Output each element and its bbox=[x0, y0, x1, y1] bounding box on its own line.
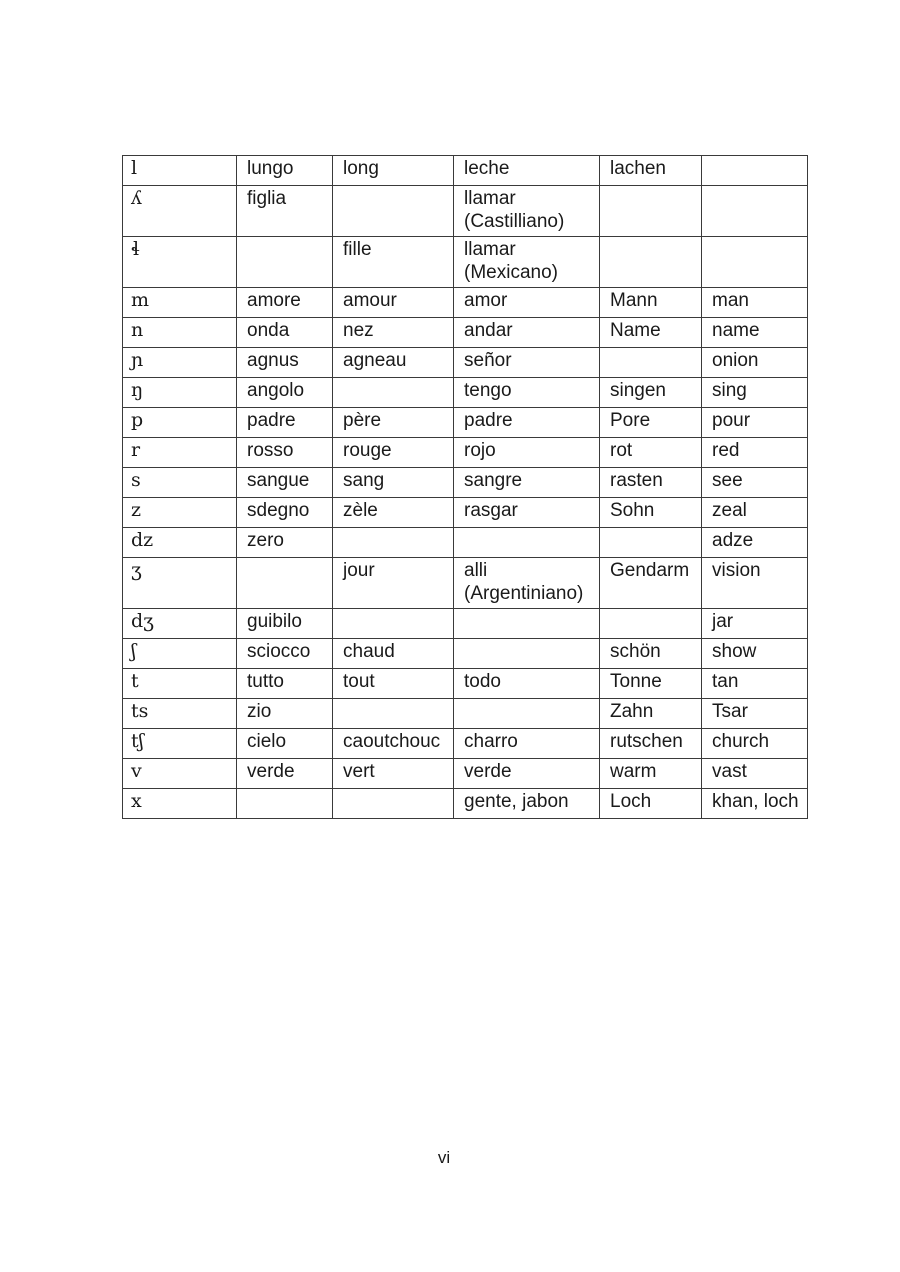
table-row bbox=[123, 378, 808, 408]
french-example-cell: amour bbox=[333, 288, 454, 318]
english-example-cell bbox=[702, 156, 808, 186]
german-example-cell: rot bbox=[600, 438, 702, 468]
french-example-cell: long bbox=[333, 156, 454, 186]
german-example-cell: Name bbox=[600, 318, 702, 348]
table-row bbox=[123, 639, 808, 669]
spanish-example-cell: gente, jabon bbox=[454, 789, 600, 819]
french-example-cell: chaud bbox=[333, 639, 454, 669]
table-row bbox=[123, 558, 808, 609]
german-example-cell bbox=[600, 237, 702, 288]
ipa-symbol-cell: ŋ bbox=[123, 378, 237, 408]
english-example-cell: man bbox=[702, 288, 808, 318]
spanish-example-cell: señor bbox=[454, 348, 600, 378]
german-example-cell: Sohn bbox=[600, 498, 702, 528]
french-example-cell: zèle bbox=[333, 498, 454, 528]
ipa-symbol-cell: ɲ bbox=[123, 348, 237, 378]
italian-example-cell: lungo bbox=[237, 156, 333, 186]
french-example-cell: nez bbox=[333, 318, 454, 348]
italian-example-cell: sdegno bbox=[237, 498, 333, 528]
french-example-cell: jour bbox=[333, 558, 454, 609]
german-example-cell: lachen bbox=[600, 156, 702, 186]
table-row bbox=[123, 288, 808, 318]
spanish-example-cell: llamar (Mexicano) bbox=[454, 237, 600, 288]
french-example-cell: fille bbox=[333, 237, 454, 288]
table-row bbox=[123, 468, 808, 498]
spanish-example-cell: andar bbox=[454, 318, 600, 348]
italian-example-cell: zio bbox=[237, 699, 333, 729]
table-row bbox=[123, 408, 808, 438]
french-example-cell bbox=[333, 609, 454, 639]
french-example-cell: vert bbox=[333, 759, 454, 789]
italian-example-cell: agnus bbox=[237, 348, 333, 378]
ipa-symbol-cell: ʒ bbox=[123, 558, 237, 609]
ipa-symbol-cell: ʎ bbox=[123, 186, 237, 237]
ipa-symbol-cell: dʒ bbox=[123, 609, 237, 639]
german-example-cell bbox=[600, 348, 702, 378]
italian-example-cell bbox=[237, 789, 333, 819]
spanish-example-cell: sangre bbox=[454, 468, 600, 498]
english-example-cell: red bbox=[702, 438, 808, 468]
german-example-cell: schön bbox=[600, 639, 702, 669]
spanish-example-cell: rojo bbox=[454, 438, 600, 468]
ipa-symbol-cell: ɬ bbox=[123, 237, 237, 288]
italian-example-cell: verde bbox=[237, 759, 333, 789]
ipa-symbol-cell: z bbox=[123, 498, 237, 528]
english-example-cell: vast bbox=[702, 759, 808, 789]
italian-example-cell: rosso bbox=[237, 438, 333, 468]
english-example-cell: adze bbox=[702, 528, 808, 558]
french-example-cell: caoutchouc bbox=[333, 729, 454, 759]
german-example-cell: warm bbox=[600, 759, 702, 789]
table-row bbox=[123, 498, 808, 528]
ipa-symbol-cell: ts bbox=[123, 699, 237, 729]
ipa-symbol-cell: t bbox=[123, 669, 237, 699]
spanish-example-cell: llamar (Castilliano) bbox=[454, 186, 600, 237]
french-example-cell bbox=[333, 186, 454, 237]
italian-example-cell: amore bbox=[237, 288, 333, 318]
table-row bbox=[123, 789, 808, 819]
ipa-symbol-cell: dz bbox=[123, 528, 237, 558]
german-example-cell: Pore bbox=[600, 408, 702, 438]
spanish-example-cell: amor bbox=[454, 288, 600, 318]
english-example-cell: tan bbox=[702, 669, 808, 699]
english-example-cell: Tsar bbox=[702, 699, 808, 729]
italian-example-cell: onda bbox=[237, 318, 333, 348]
german-example-cell bbox=[600, 528, 702, 558]
ipa-symbol-cell: ʃ bbox=[123, 639, 237, 669]
german-example-cell bbox=[600, 186, 702, 237]
spanish-example-cell: tengo bbox=[454, 378, 600, 408]
table-row bbox=[123, 729, 808, 759]
english-example-cell: vision bbox=[702, 558, 808, 609]
italian-example-cell: tutto bbox=[237, 669, 333, 699]
english-example-cell: name bbox=[702, 318, 808, 348]
spanish-example-cell bbox=[454, 699, 600, 729]
ipa-symbol-cell: n bbox=[123, 318, 237, 348]
german-example-cell: Mann bbox=[600, 288, 702, 318]
english-example-cell: show bbox=[702, 639, 808, 669]
english-example-cell: khan, loch bbox=[702, 789, 808, 819]
spanish-example-cell: padre bbox=[454, 408, 600, 438]
german-example-cell: rasten bbox=[600, 468, 702, 498]
french-example-cell: rouge bbox=[333, 438, 454, 468]
italian-example-cell: sciocco bbox=[237, 639, 333, 669]
italian-example-cell: angolo bbox=[237, 378, 333, 408]
english-example-cell: sing bbox=[702, 378, 808, 408]
table-row bbox=[123, 318, 808, 348]
french-example-cell: agneau bbox=[333, 348, 454, 378]
spanish-example-cell: alli (Argentiniano) bbox=[454, 558, 600, 609]
italian-example-cell bbox=[237, 558, 333, 609]
german-example-cell: rutschen bbox=[600, 729, 702, 759]
french-example-cell: père bbox=[333, 408, 454, 438]
french-example-cell bbox=[333, 699, 454, 729]
table-row bbox=[123, 156, 808, 186]
english-example-cell: jar bbox=[702, 609, 808, 639]
ipa-symbol-cell: m bbox=[123, 288, 237, 318]
german-example-cell: singen bbox=[600, 378, 702, 408]
table-row bbox=[123, 237, 808, 288]
table-row bbox=[123, 438, 808, 468]
english-example-cell: pour bbox=[702, 408, 808, 438]
table-row bbox=[123, 186, 808, 237]
german-example-cell: Loch bbox=[600, 789, 702, 819]
spanish-example-cell: rasgar bbox=[454, 498, 600, 528]
french-example-cell: sang bbox=[333, 468, 454, 498]
italian-example-cell bbox=[237, 237, 333, 288]
english-example-cell: onion bbox=[702, 348, 808, 378]
english-example-cell bbox=[702, 237, 808, 288]
italian-example-cell: zero bbox=[237, 528, 333, 558]
ipa-symbol-cell: r bbox=[123, 438, 237, 468]
spanish-example-cell bbox=[454, 609, 600, 639]
english-example-cell: church bbox=[702, 729, 808, 759]
table-row bbox=[123, 528, 808, 558]
ipa-symbol-cell: v bbox=[123, 759, 237, 789]
ipa-symbol-cell: s bbox=[123, 468, 237, 498]
spanish-example-cell: verde bbox=[454, 759, 600, 789]
spanish-example-cell: todo bbox=[454, 669, 600, 699]
ipa-example-table bbox=[122, 155, 808, 819]
table-row bbox=[123, 759, 808, 789]
french-example-cell bbox=[333, 789, 454, 819]
german-example-cell: Zahn bbox=[600, 699, 702, 729]
ipa-symbol-cell: l bbox=[123, 156, 237, 186]
french-example-cell bbox=[333, 378, 454, 408]
italian-example-cell: guibilo bbox=[237, 609, 333, 639]
italian-example-cell: cielo bbox=[237, 729, 333, 759]
german-example-cell: Gendarm bbox=[600, 558, 702, 609]
ipa-table-body bbox=[123, 156, 808, 819]
english-example-cell bbox=[702, 186, 808, 237]
table-row bbox=[123, 669, 808, 699]
spanish-example-cell: charro bbox=[454, 729, 600, 759]
french-example-cell bbox=[333, 528, 454, 558]
french-example-cell: tout bbox=[333, 669, 454, 699]
table-row bbox=[123, 699, 808, 729]
ipa-symbol-cell: p bbox=[123, 408, 237, 438]
italian-example-cell: figlia bbox=[237, 186, 333, 237]
english-example-cell: zeal bbox=[702, 498, 808, 528]
english-example-cell: see bbox=[702, 468, 808, 498]
page-number: vi bbox=[437, 1148, 451, 1167]
italian-example-cell: sangue bbox=[237, 468, 333, 498]
spanish-example-cell bbox=[454, 639, 600, 669]
ipa-symbol-cell: x bbox=[123, 789, 237, 819]
table-row bbox=[123, 609, 808, 639]
spanish-example-cell bbox=[454, 528, 600, 558]
ipa-symbol-cell: tʃ bbox=[123, 729, 237, 759]
spanish-example-cell: leche bbox=[454, 156, 600, 186]
german-example-cell bbox=[600, 609, 702, 639]
italian-example-cell: padre bbox=[237, 408, 333, 438]
table-row bbox=[123, 348, 808, 378]
german-example-cell: Tonne bbox=[600, 669, 702, 699]
